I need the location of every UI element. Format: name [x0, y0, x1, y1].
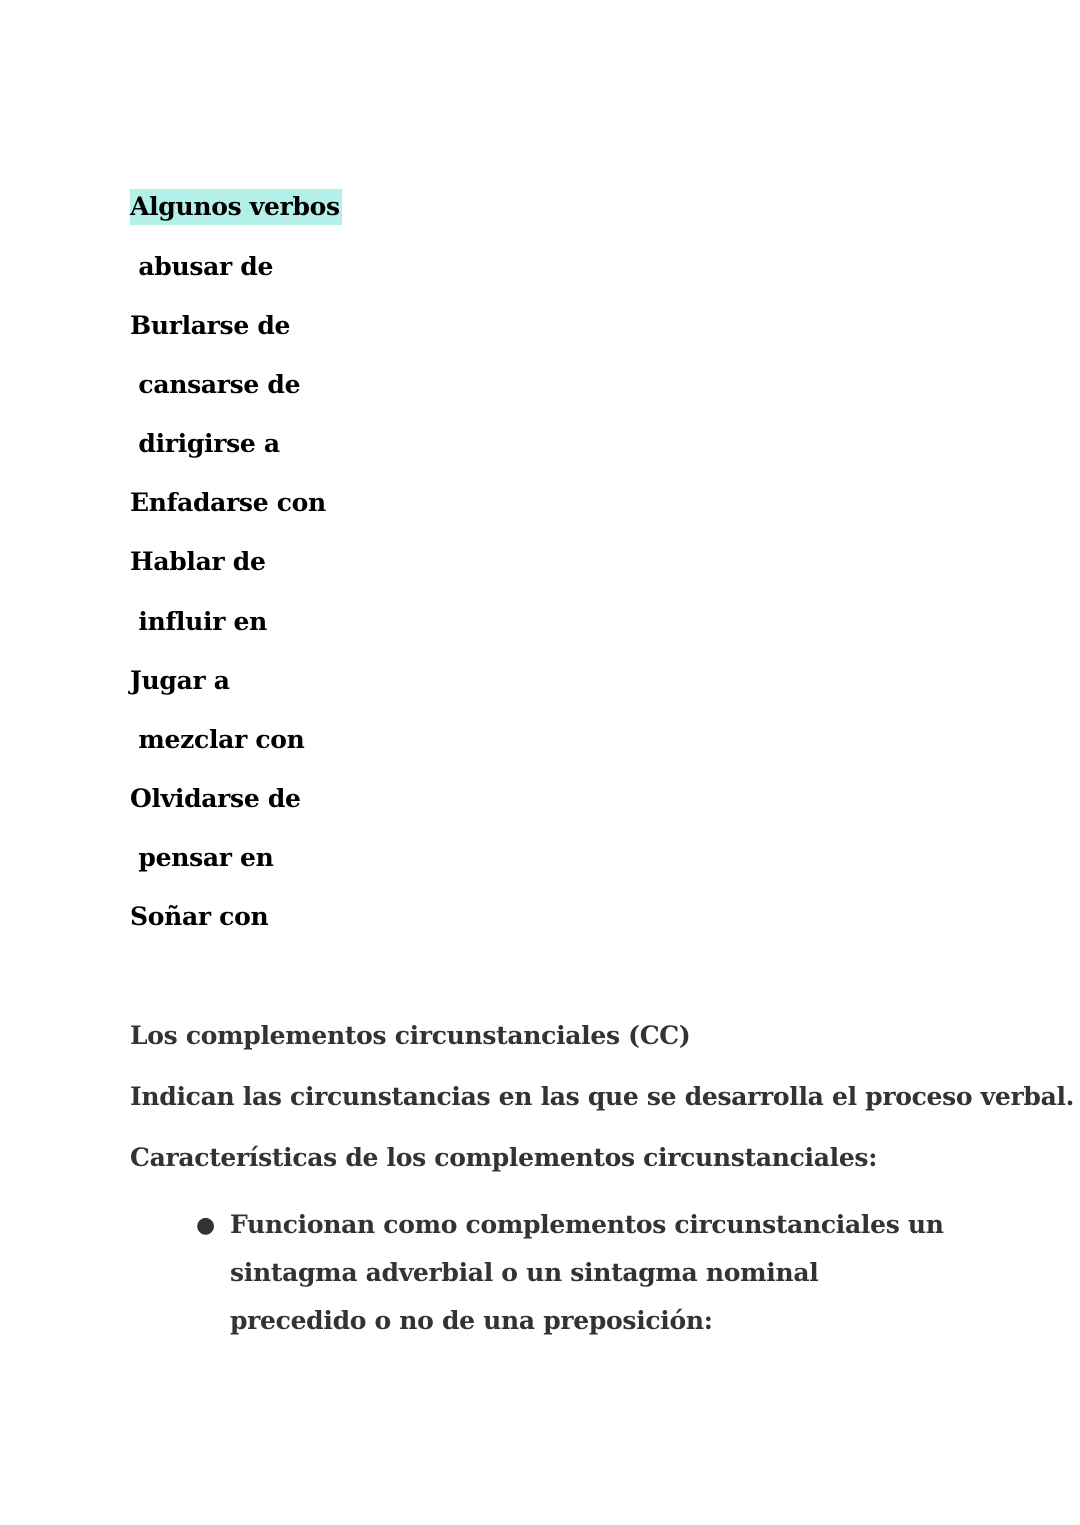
section-title: Los complementos circunstanciales (CC) [130, 1021, 691, 1050]
verb-item: dirigirse a [130, 429, 280, 459]
bullet-icon: ● [196, 1212, 215, 1238]
verb-item: Olvidarse de [130, 783, 301, 813]
verb-item: abusar de [130, 252, 274, 281]
verb-list [130, 249, 326, 958]
verb-item: Jugar a [130, 665, 230, 695]
highlighted-heading: Algunos verbos [130, 189, 342, 225]
verb-item: Enfadarse con [130, 488, 326, 518]
verb-item: pensar en [130, 842, 274, 872]
features-label: Características de los complementos circunstanciales: [130, 1143, 878, 1172]
verb-item: Hablar de [130, 547, 266, 577]
verb-item: influir en [130, 606, 267, 636]
bullet-list-item [196, 1201, 956, 1345]
verb-item: cansarse de [130, 370, 301, 400]
verb-item: mezclar con [130, 724, 305, 754]
verb-item: Burlarse de [130, 311, 291, 341]
section-definition: Indican las circunstancias en las que se desarrolla el proceso verbal. [130, 1082, 1075, 1111]
bullet-text: Funcionan como complementos circunstanciales un sintagma adverbial o un sintagma nominal precedido o no de una preposición: [230, 1210, 944, 1335]
verb-item: Soñar con [130, 902, 269, 932]
